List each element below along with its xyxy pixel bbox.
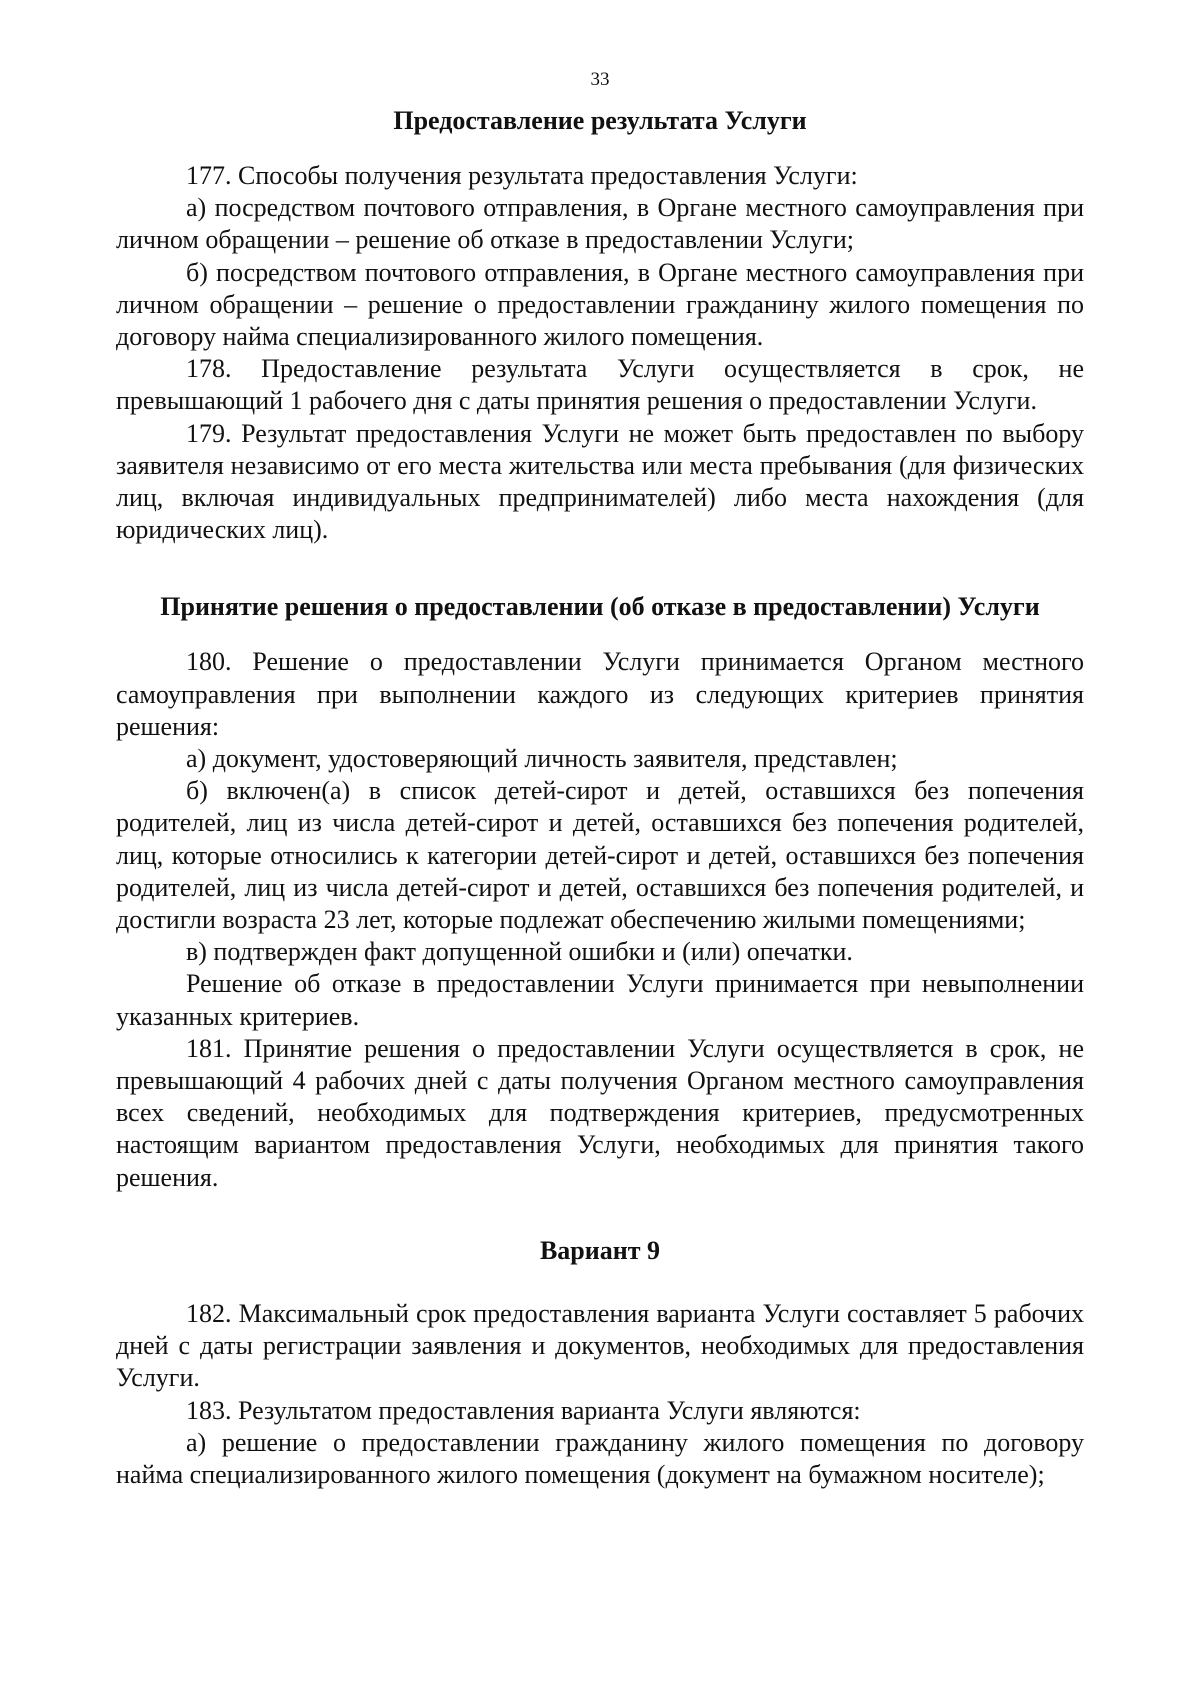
paragraph-179: 179. Результат предоставления Услуги не может быть предоставлен по выбору заявителя независимо от его места жительства или места пребывания (для физических лиц, включая индивидуальных предпринимателей) либо места нахождения (для юридических лиц). (116, 418, 1084, 545)
section-heading-result: Предоставление результата Услуги (393, 106, 807, 135)
paragraph-178: 178. Предоставление результата Услуги осуществляется в срок, не превышающий 1 рабочего дня с даты принятия решения о предоставлении Услуги. (116, 354, 1084, 416)
paragraph-183-a: а) решение о предоставлении гражданину жилого помещения по договору найма специализированного жилого помещения (документ на бумажном носителе); (116, 1427, 1084, 1489)
paragraph-183: 183. Результатом предоставления варианта Услуги являются: (186, 1395, 861, 1425)
paragraph-177: 177. Способы получения результата предоставления Услуги: (186, 161, 858, 190)
paragraph-180: 180. Решение о предоставлении Услуги принимается Органом местного самоуправления при выполнении каждого из следующих критериев принятия решения: (116, 647, 1084, 741)
section-result-body (116, 160, 1084, 546)
paragraph-180-c: в) подтвержден факт допущенной ошибки и (или) опечатки. (186, 937, 853, 967)
paragraph-refusal: Решение об отказе в предоставлении Услуги принимается при невыполнении указанных критериев. (116, 969, 1084, 1031)
section-variant-9-body (116, 1298, 1084, 1491)
section-heading-decision: Принятие решения о предоставлении (об отказе в предоставлении) Услуги (160, 592, 1040, 622)
section-heading-variant-9: Вариант 9 (539, 1235, 661, 1265)
paragraph-182: 182. Максимальный срок предоставления варианта Услуги составляет 5 рабочих дней с даты регистрации заявления и документов, необходимых для предоставления Услуги. (116, 1298, 1084, 1393)
paragraph-181: 181. Принятие решения о предоставлении Услуги осуществляется в срок, не превышающий 4 рабочих дней с даты получения Органом местного самоуправления всех сведений, необходимых для подтверждения критериев, предусмотренных настоящим вариантом предоставления Услуги, необходимых для принятия такого решения. (116, 1033, 1084, 1192)
section-decision-body (116, 646, 1084, 1193)
page-number: 33 (590, 69, 610, 90)
paragraph-180-a: а) документ, удостоверяющий личность заявителя, представлен; (186, 744, 898, 774)
paragraph-177-a: а) посредством почтового отправления, в Органе местного самоуправления при личном обращении – решение об отказе в предоставлении Услуги; (116, 193, 1084, 255)
paragraph-180-b: б) включен(а) в список детей-сирот и детей, оставшихся без попечения родителей, лиц из числа детей-сирот и детей, оставшихся без попечения родителей, лиц, которые относились к категории детей-сирот и детей, оставшихся без попечения родителей, лиц из числа детей-сирот и детей, оставшихся без попечения родителей, и достигли возраста 23 лет, которые подлежат обеспечению жилыми помещениями; (116, 776, 1084, 935)
paragraph-177-b: б) посредством почтового отправления, в Органе местного самоуправления при личном обращении – решение о предоставлении гражданину жилого помещения по договору найма специализированного жилого помещения. (116, 257, 1084, 352)
